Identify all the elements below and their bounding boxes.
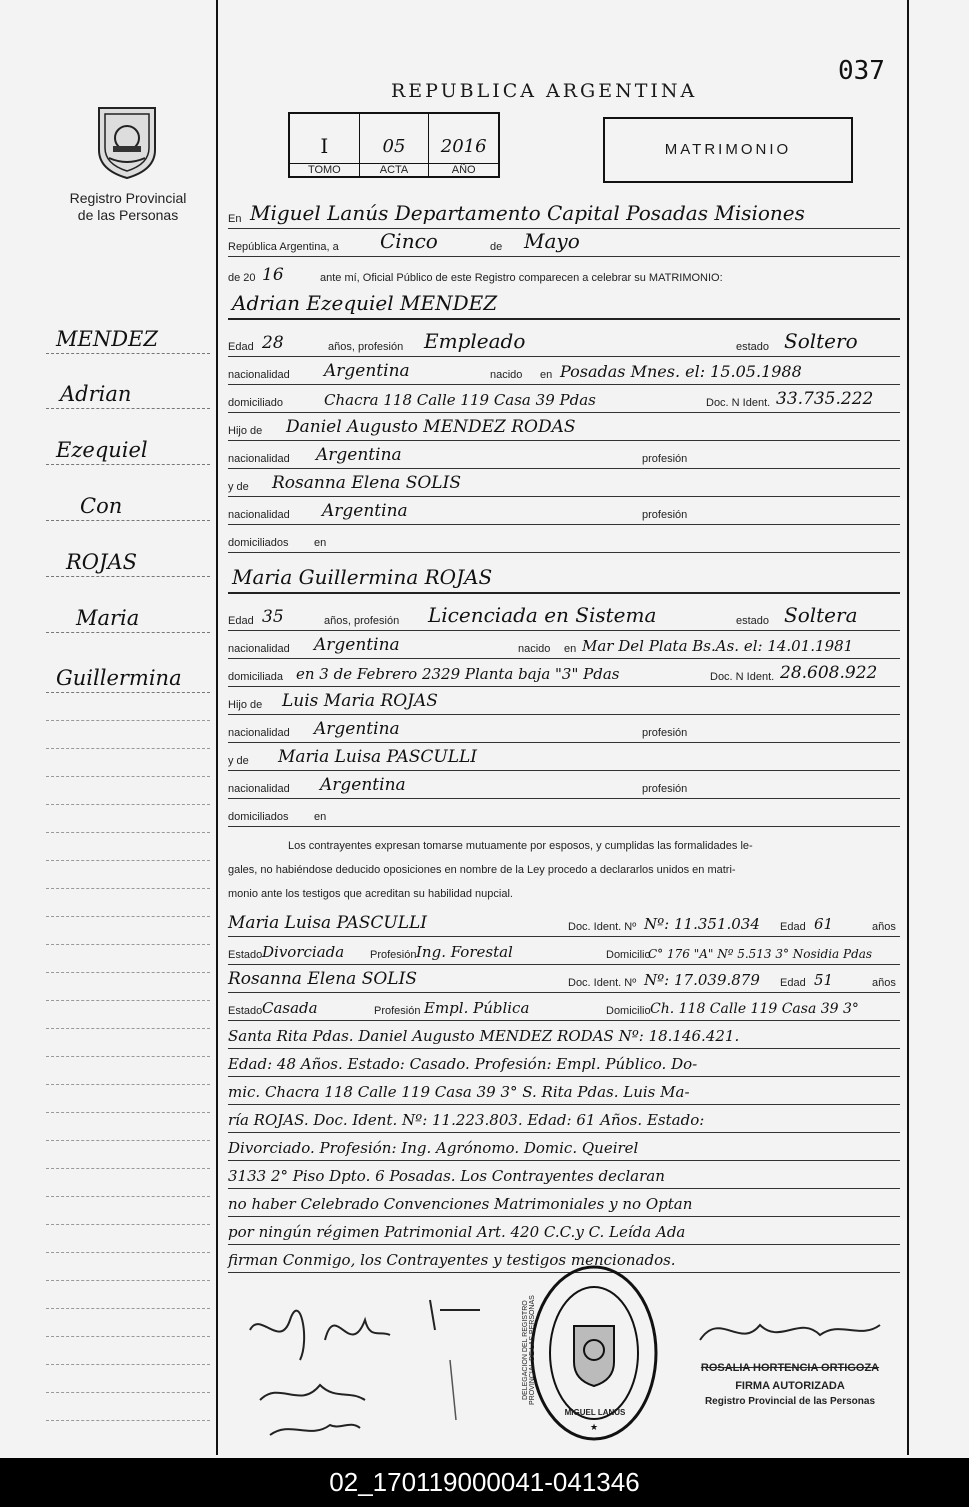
registry-name	[40, 190, 216, 224]
year-prefix: de 20	[228, 272, 256, 284]
left-index-item	[46, 325, 210, 354]
official-name: ROSALIA HORTENCIA ORTIGOZA	[700, 1362, 880, 1374]
contrayente2-domicilio: en 3 de Febrero 2329 Planta baja "3" Pdas	[296, 665, 620, 683]
contrayente1-madre-row	[228, 472, 900, 497]
note-text: por ningún régimen Patrimonial Art. 420 C.C.y C. Leída Ada	[228, 1223, 686, 1241]
contrayente2-madre-row	[228, 746, 900, 771]
left-index-text: ROJAS	[66, 550, 137, 574]
ante-text: ante mí, Oficial Público de este Registro comparecen a celebrar su MATRIMONIO:	[320, 272, 723, 284]
intro-year-row	[228, 264, 908, 286]
anio-value: 2016	[440, 136, 487, 157]
estado-label: estado	[736, 341, 770, 353]
left-ruled-line	[46, 1000, 210, 1001]
left-ruled-line	[46, 804, 210, 805]
yde-label: y de	[228, 755, 249, 767]
edad-label: Edad	[228, 341, 254, 353]
left-ruled-line	[46, 1028, 210, 1029]
de-label: de	[490, 241, 503, 253]
note-line	[228, 1164, 900, 1189]
estado-label: Estado	[228, 949, 263, 961]
note-line	[228, 1024, 900, 1049]
left-index-text: Con	[80, 494, 123, 518]
note-line	[228, 1220, 900, 1245]
contrayente1-madre-nac: Argentina	[322, 501, 408, 521]
nacido-label: nacido	[518, 643, 551, 655]
dom-label: Domicilio	[606, 1005, 651, 1017]
en-label: En	[228, 213, 242, 225]
anos-label: años, profesión	[328, 341, 404, 353]
doc-label: Doc. Ident. Nº	[568, 977, 637, 989]
left-ruled-line	[46, 748, 210, 749]
left-ruled-line	[46, 1420, 210, 1421]
doc-type-box: MATRIMONIO	[603, 117, 853, 183]
testigo2-domicilio: Ch. 118 Calle 119 Casa 39 3°	[650, 1001, 859, 1017]
contrayente1-doc: 33.735.222	[776, 389, 874, 409]
declaration-line-3: monio ante los testigos que acreditan su habilidad nupcial.	[228, 888, 513, 900]
contrayente2-edad: 35	[262, 607, 284, 627]
contrayente2-name: Maria Guillermina ROJAS	[232, 565, 493, 589]
signatures-scribbles	[240, 1290, 520, 1450]
testigo1-domicilio: C° 176 "A" Nº 5.513 3° Nosidia Pdas	[648, 947, 873, 961]
contrayente2-padre-nac-row	[228, 718, 900, 743]
official-title: FIRMA AUTORIZADA	[735, 1380, 845, 1392]
registry-line-2: de las Personas	[77, 207, 179, 223]
contrayente2-nacido-en: Mar Del Plata Bs.As. el: 14.01.1981	[582, 637, 854, 655]
contrayente1-madre-nac-row	[228, 500, 900, 525]
intro-place-row	[228, 201, 900, 229]
testigo1-profesion: Ing. Forestal	[416, 943, 513, 961]
en-label: en	[540, 369, 553, 381]
testigo2-estado-row	[228, 996, 900, 1021]
nac-label: nacionalidad	[228, 369, 290, 381]
left-index-item	[46, 664, 210, 693]
contrayente2-madre: Maria Luisa PASCULLI	[278, 747, 478, 767]
contrayente2-nac-row	[228, 634, 900, 659]
left-ruled-line	[46, 888, 210, 889]
tomo-cell	[290, 114, 360, 176]
anos-label: años, profesión	[324, 615, 400, 627]
contrayente2-profesion: Licenciada en Sistema	[428, 603, 657, 627]
contrayente1-nacionalidad: Argentina	[324, 361, 410, 381]
anio-cell	[429, 114, 498, 176]
left-ruled-line	[46, 1280, 210, 1281]
contrayente1-name: Adrian Ezequiel MENDEZ	[232, 291, 498, 315]
note-line	[228, 1108, 900, 1133]
note-text: mic. Chacra 118 Calle 119 Casa 39 3° S. Rita Pdas. Luis Ma-	[228, 1083, 690, 1101]
doc-label: Doc. N Ident.	[706, 397, 771, 409]
day-value: Cinco	[380, 229, 438, 253]
prof-label: profesión	[642, 727, 688, 739]
doc-label: Doc. N Ident.	[710, 671, 775, 683]
tomo-value: I	[320, 134, 329, 158]
republica-label: República Argentina, a	[228, 241, 339, 253]
contrayente2-madre-nac: Argentina	[320, 775, 406, 795]
estado-label: estado	[736, 615, 770, 627]
testigo1-estado: Divorciada	[262, 943, 345, 961]
left-ruled-line	[46, 1084, 210, 1085]
record-id-box	[288, 112, 500, 178]
left-ruled-line	[46, 1168, 210, 1169]
stamp-place: MIGUEL LANUS	[564, 1408, 626, 1417]
note-line	[228, 1136, 900, 1161]
testigo1-name-row	[228, 912, 900, 937]
svg-text:★: ★	[589, 1423, 599, 1433]
yde-label: y de	[228, 481, 249, 493]
testigo2-name-row	[228, 968, 900, 993]
note-text: ría ROJAS. Doc. Ident. Nº: 11.223.803. Edad: 61 Años. Estado:	[228, 1111, 705, 1129]
prof-label: Profesión	[374, 1005, 421, 1017]
note-line	[228, 1080, 900, 1105]
registry-line-1: Registro Provincial	[69, 190, 187, 206]
left-ruled-line	[46, 1056, 210, 1057]
month-value: Mayo	[524, 229, 580, 253]
contrayente1-dom-padres-row	[228, 528, 900, 553]
nac-label: nacionalidad	[228, 509, 290, 521]
contrayente1-padre-nac-row	[228, 444, 900, 469]
acta-value: 05	[382, 136, 406, 157]
edad-label: Edad	[780, 921, 806, 933]
left-ruled-line	[46, 1196, 210, 1197]
left-index-text: Maria	[76, 606, 140, 630]
note-text: 3133 2° Piso Dpto. 6 Posadas. Los Contrayentes declaran	[228, 1167, 665, 1185]
left-ruled-line	[46, 916, 210, 917]
left-index-text: MENDEZ	[56, 327, 158, 351]
nac-label: nacionalidad	[228, 727, 290, 739]
left-ruled-line	[46, 832, 210, 833]
anos-label: años	[872, 977, 896, 989]
acta-cell	[360, 114, 430, 176]
declaration-line-2: gales, no habiéndose deducido oposiciones en nombre de la Ley procedo a declararlos unidos en matri-	[228, 864, 736, 876]
tomo-label: TOMO	[290, 163, 359, 176]
anio-label: AÑO	[429, 163, 498, 176]
left-ruled-line	[46, 860, 210, 861]
left-ruled-line	[46, 776, 210, 777]
left-ruled-line	[46, 1392, 210, 1393]
left-ruled-line	[46, 1336, 210, 1337]
place-value: Miguel Lanús Departamento Capital Posadas Misiones	[250, 201, 805, 225]
left-index-item	[46, 492, 210, 521]
dom-padres-label: domiciliados	[228, 811, 289, 823]
country-title: REPUBLICA ARGENTINA	[391, 80, 698, 102]
left-ruled-line	[46, 720, 210, 721]
contrayente1-madre: Rosanna Elena SOLIS	[272, 473, 461, 493]
prof-label: profesión	[642, 783, 688, 795]
left-ruled-line	[46, 944, 210, 945]
intro-date-row	[228, 229, 900, 257]
nac-label: nacionalidad	[228, 643, 290, 655]
doc-label: Doc. Ident. Nº	[568, 921, 637, 933]
dom-label: Domicilio	[606, 949, 651, 961]
contrayente2-estado: Soltera	[784, 603, 858, 627]
contrayente1-nacido-en: Posadas Mnes. el: 15.05.1988	[560, 362, 802, 381]
testigo2-profesion: Empl. Pública	[424, 999, 530, 1017]
note-text: Santa Rita Pdas. Daniel Augusto MENDEZ RODAS Nº: 18.146.421.	[228, 1027, 740, 1045]
contrayente1-domicilio: Chacra 118 Calle 119 Casa 39 Pdas	[324, 391, 596, 409]
year-suffix: 16	[262, 265, 284, 285]
contrayente1-dom-row	[228, 388, 900, 413]
hijo-label: Hijo de	[228, 425, 263, 437]
testigo1-name: Maria Luisa PASCULLI	[228, 913, 428, 933]
left-index-text: Ezequiel	[56, 438, 148, 462]
contrayente1-edad-row	[228, 329, 900, 357]
testigo2-edad: 51	[814, 971, 834, 989]
left-index-text: Guillermina	[56, 666, 182, 690]
note-line	[228, 1052, 900, 1077]
left-index-item	[46, 436, 210, 465]
note-text: no haber Celebrado Convenciones Matrimoniales y no Optan	[228, 1195, 693, 1213]
left-ruled-line	[46, 1364, 210, 1365]
contrayente1-padre: Daniel Augusto MENDEZ RODAS	[286, 417, 576, 437]
prof-label: profesión	[642, 509, 688, 521]
note-line	[228, 1192, 900, 1217]
estado-label: Estado	[228, 1005, 263, 1017]
left-ruled-line	[46, 1224, 210, 1225]
prof-label: profesión	[642, 453, 688, 465]
left-ruled-line	[46, 1308, 210, 1309]
testigo1-edad: 61	[814, 915, 834, 933]
contrayente2-dom-row	[228, 662, 900, 687]
official-signature	[690, 1300, 890, 1356]
nac-label: nacionalidad	[228, 453, 290, 465]
prof-label: Profesión	[370, 949, 417, 961]
acta-label: ACTA	[360, 163, 429, 176]
left-index-text: Adrian	[60, 382, 132, 406]
contrayente1-edad: 28	[262, 333, 284, 353]
note-text: Divorciado. Profesión: Ing. Agrónomo. Domic. Queirel	[228, 1139, 639, 1157]
nac-label: nacionalidad	[228, 783, 290, 795]
page-number: 037	[838, 56, 885, 86]
edad-label: Edad	[780, 977, 806, 989]
left-ruled-line	[46, 972, 210, 973]
nacido-label: nacido	[490, 369, 523, 381]
contrayente1-estado: Soltero	[784, 329, 858, 353]
contrayente2-padre-row	[228, 690, 900, 715]
left-index-item	[46, 548, 210, 577]
testigo2-name: Rosanna Elena SOLIS	[228, 969, 417, 989]
en-label: en	[314, 811, 327, 823]
left-index-item	[46, 604, 210, 633]
note-text: firman Conmigo, los Contrayentes y testigos mencionados.	[228, 1251, 676, 1269]
contrayente1-nac-row	[228, 360, 900, 385]
contrayente2-doc: 28.608.922	[780, 663, 878, 683]
note-text: Edad: 48 Años. Estado: Casado. Profesión: Empl. Público. Do-	[228, 1055, 698, 1073]
contrayente2-madre-nac-row	[228, 774, 900, 799]
testigo2-estado: Casada	[262, 999, 318, 1017]
testigo1-doc: Nº: 11.351.034	[644, 915, 760, 933]
left-ruled-line	[46, 1140, 210, 1141]
edad-label: Edad	[228, 615, 254, 627]
right-margin-line	[907, 0, 909, 1455]
dom-padres-label: domiciliados	[228, 537, 289, 549]
left-ruled-line	[46, 1112, 210, 1113]
testigo1-estado-row	[228, 940, 900, 965]
anos-label: años	[872, 921, 896, 933]
contrayente1-padre-nac: Argentina	[316, 445, 402, 465]
dom-label: domiciliado	[228, 397, 284, 409]
contrayente1-padre-row	[228, 416, 900, 441]
contrayente2-padre: Luis Maria ROJAS	[282, 691, 438, 711]
contrayente2-nacionalidad: Argentina	[314, 635, 400, 655]
stamp-text: DELEGACION DEL REGISTRO PROVINCIAL DE LAS PERSONAS	[522, 1295, 536, 1405]
province-seal-icon	[93, 100, 161, 180]
testigo2-doc: Nº: 17.039.879	[644, 971, 760, 989]
en-label: en	[314, 537, 327, 549]
hijo-label: Hijo de	[228, 699, 263, 711]
left-ruled-line	[46, 1252, 210, 1253]
left-margin-line	[216, 0, 218, 1455]
official-org: Registro Provincial de las Personas	[704, 1396, 876, 1407]
contrayente1-name-row	[228, 292, 900, 320]
archive-id-footer: 02_170119000041-041346	[0, 1458, 969, 1507]
contrayente1-profesion: Empleado	[424, 329, 526, 353]
left-index-item	[46, 380, 210, 409]
en-label: en	[564, 643, 577, 655]
contrayente2-dom-padres-row	[228, 802, 900, 827]
contrayente2-padre-nac: Argentina	[314, 719, 400, 739]
declaration-line-1: Los contrayentes expresan tomarse mutuamente por esposos, y cumplidas las formalidades le-	[288, 840, 753, 852]
contrayente2-edad-row	[228, 603, 900, 631]
dom-label: domiciliada	[228, 671, 284, 683]
contrayente2-name-row	[228, 566, 900, 594]
